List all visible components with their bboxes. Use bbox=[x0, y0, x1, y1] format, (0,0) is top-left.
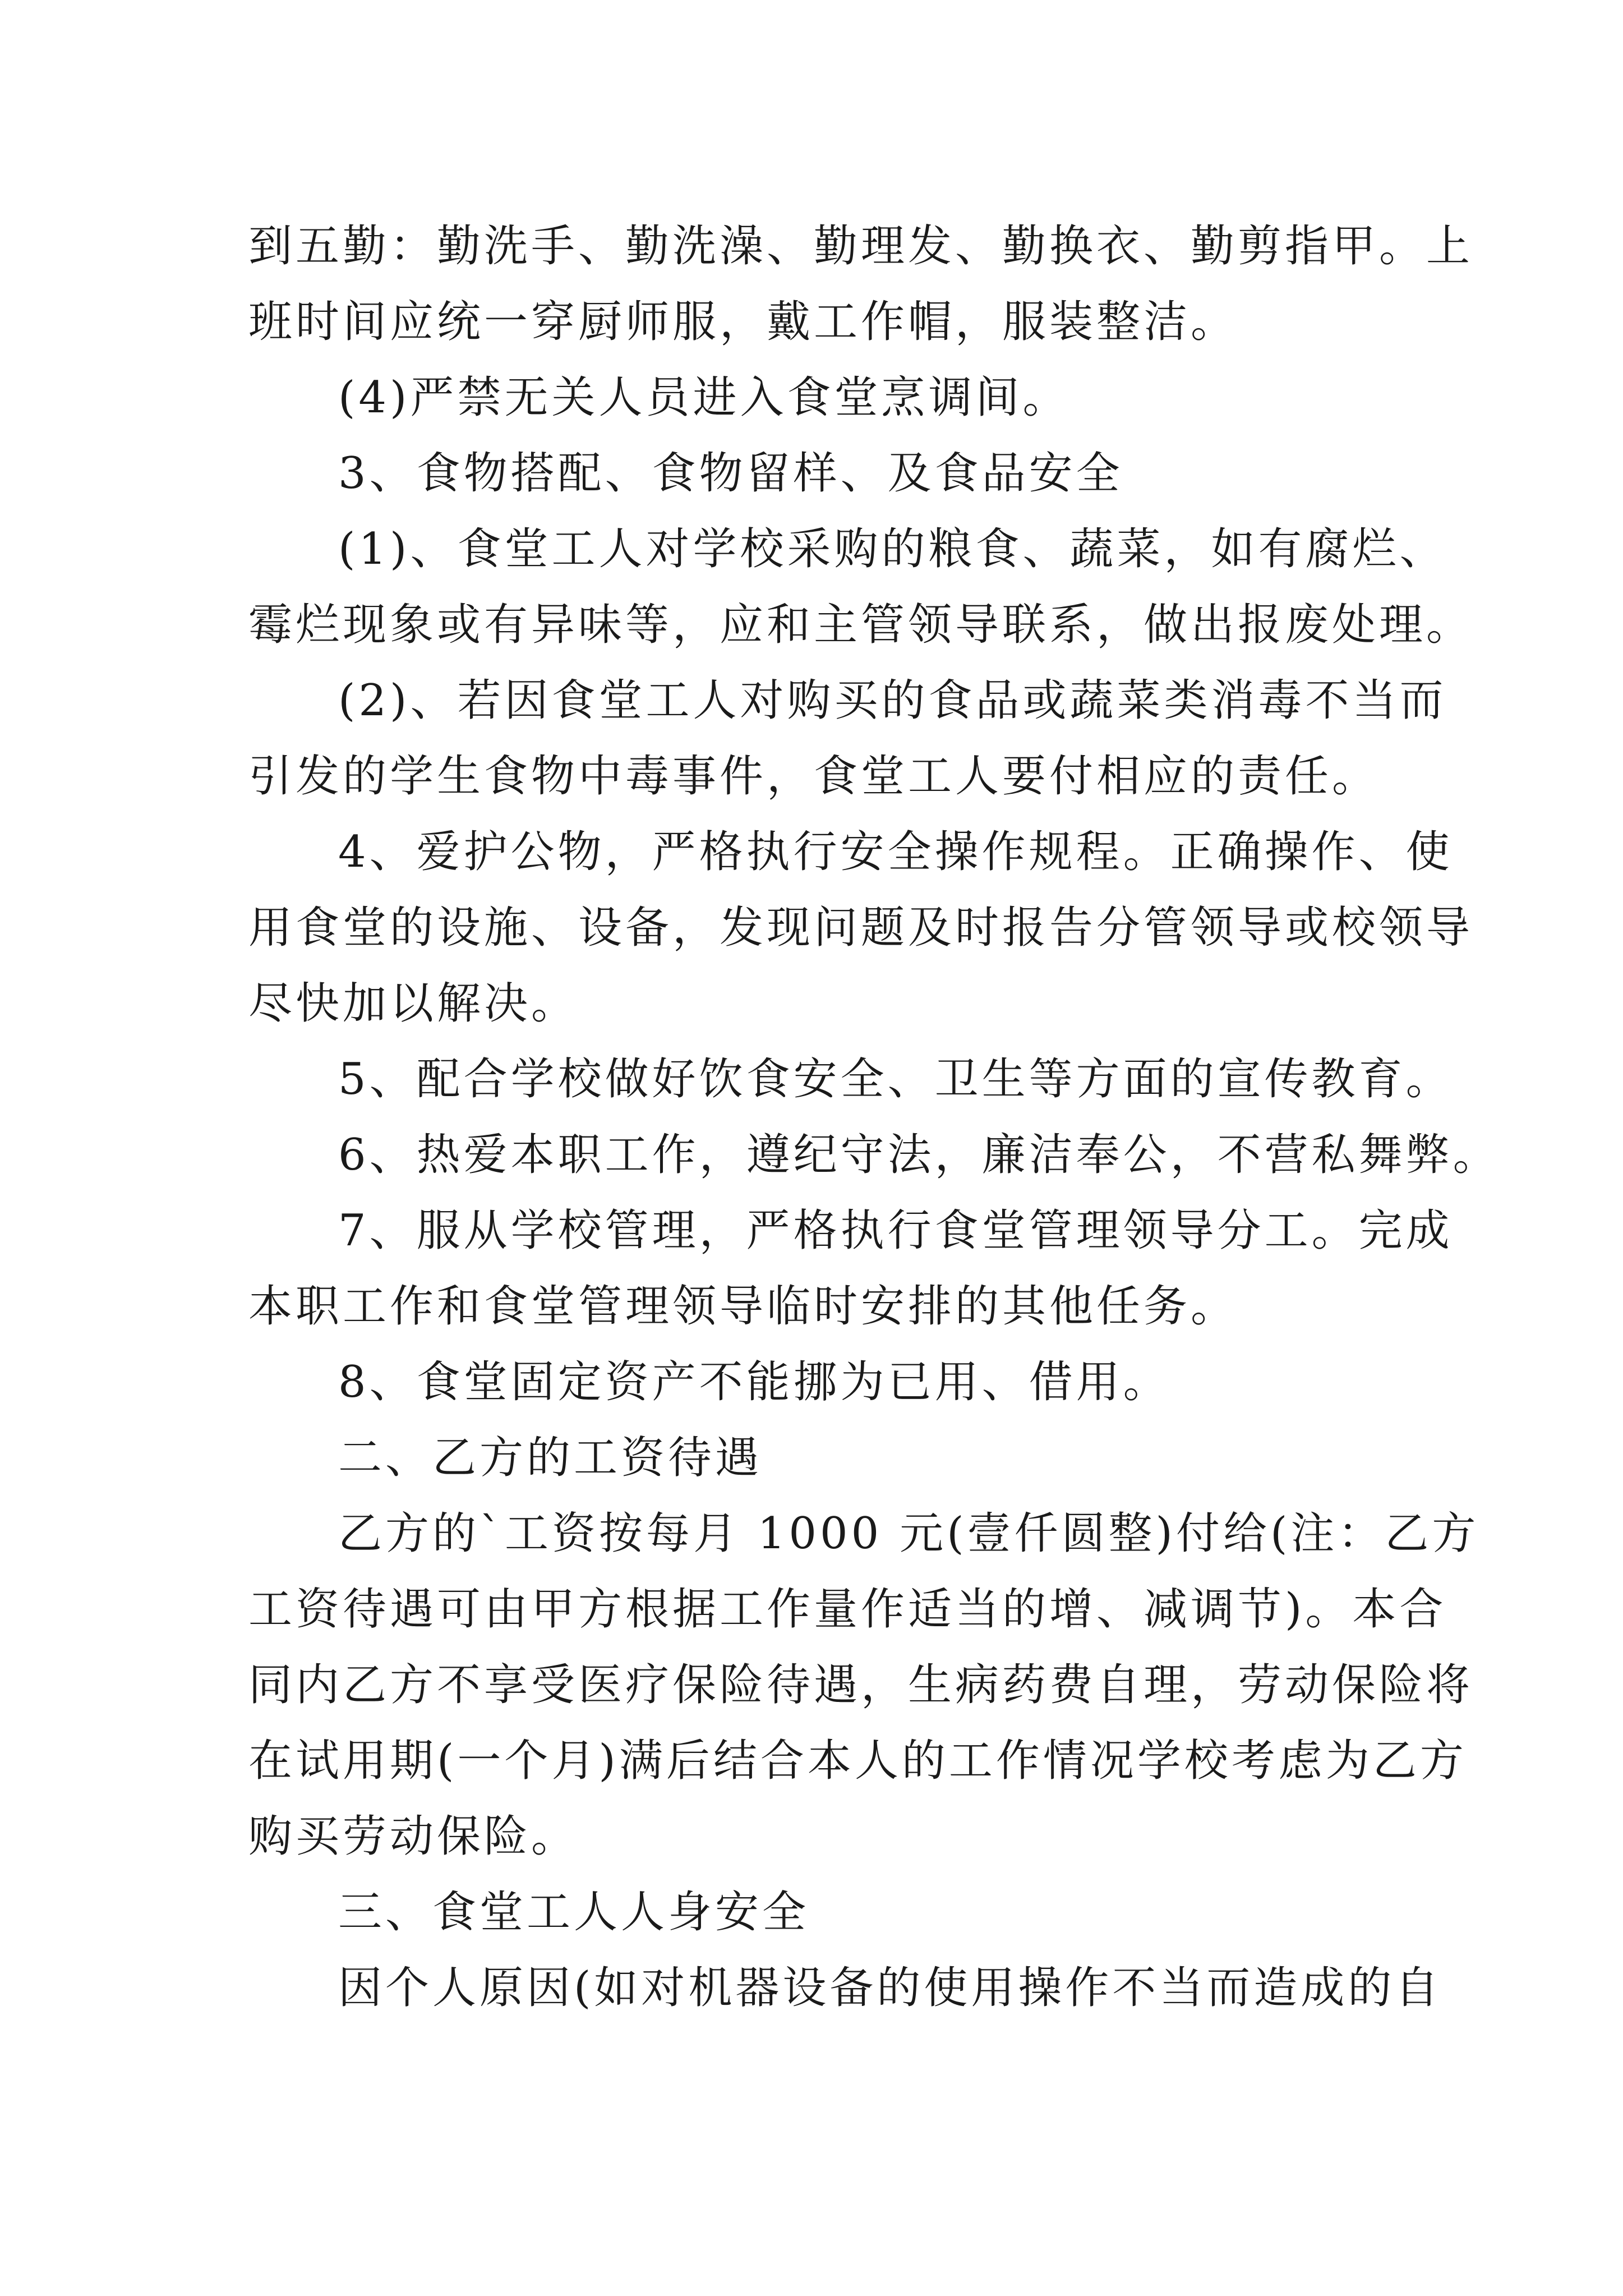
text-line: 因个人原因(如对机器设备的使用操作不当而造成的自 bbox=[338, 1963, 1442, 2013]
text-line: 8、食堂固定资产不能挪为已用、借用。 bbox=[338, 1357, 1170, 1407]
text-line: (4)严禁无关人员进入食堂烹调间。 bbox=[338, 372, 1070, 423]
section-heading: 3、食物搭配、食物留样、及食品安全 bbox=[338, 448, 1123, 499]
text-line: 7、服从学校管理，严格执行食堂管理领导分工。完成 bbox=[338, 1205, 1453, 1256]
text-line: 用食堂的设施、设备，发现问题及时报告分管领导或校领导 bbox=[248, 903, 1474, 953]
text-line: 引发的学生食物中毒事件，食堂工人要付相应的责任。 bbox=[248, 751, 1380, 802]
text-line: 6、热爱本职工作，遵纪守法，廉洁奉公，不营私舞弊。 bbox=[338, 1130, 1500, 1180]
text-line: 到五勤：勤洗手、勤洗澡、勤理发、勤换衣、勤剪指甲。上 bbox=[248, 221, 1474, 272]
text-line: 霉烂现象或有异味等，应和主管领导联系，做出报废处理。 bbox=[248, 600, 1474, 650]
text-line: 在试用期(一个月)满后结合本人的工作情况学校考虑为乙方 bbox=[248, 1736, 1467, 1786]
text-line: 尽快加以解决。 bbox=[248, 978, 579, 1029]
text-line: 4、爱护公物，严格执行安全操作规程。正确操作、使 bbox=[338, 827, 1453, 877]
section-heading: 二、乙方的工资待遇 bbox=[338, 1433, 763, 1483]
text-line: 班时间应统一穿厨师服，戴工作帽，服装整洁。 bbox=[248, 297, 1238, 347]
text-line: 本职工作和食堂管理领导临时安排的其他任务。 bbox=[248, 1281, 1238, 1332]
text-line: 购买劳动保险。 bbox=[248, 1811, 579, 1862]
text-line: (1)、食堂工人对学校采购的粮食、蔬菜，如有腐烂、 bbox=[338, 524, 1447, 574]
text-line: 工资待遇可由甲方根据工作量作适当的增、减调节)。本合 bbox=[248, 1584, 1447, 1635]
text-line: 5、配合学校做好饮食安全、卫生等方面的宣传教育。 bbox=[338, 1054, 1453, 1105]
document-body bbox=[248, 209, 1500, 2026]
text-line: 乙方的`工资按每月 1000 元(壹仟圆整)付给(注：乙方 bbox=[338, 1508, 1479, 1559]
section-heading: 三、食堂工人人身安全 bbox=[338, 1887, 810, 1938]
text-line: 同内乙方不享受医疗保险待遇，生病药费自理，劳动保险将 bbox=[248, 1660, 1474, 1710]
text-line: (2)、若因食堂工人对购买的食品或蔬菜类消毒不当而 bbox=[338, 675, 1447, 726]
